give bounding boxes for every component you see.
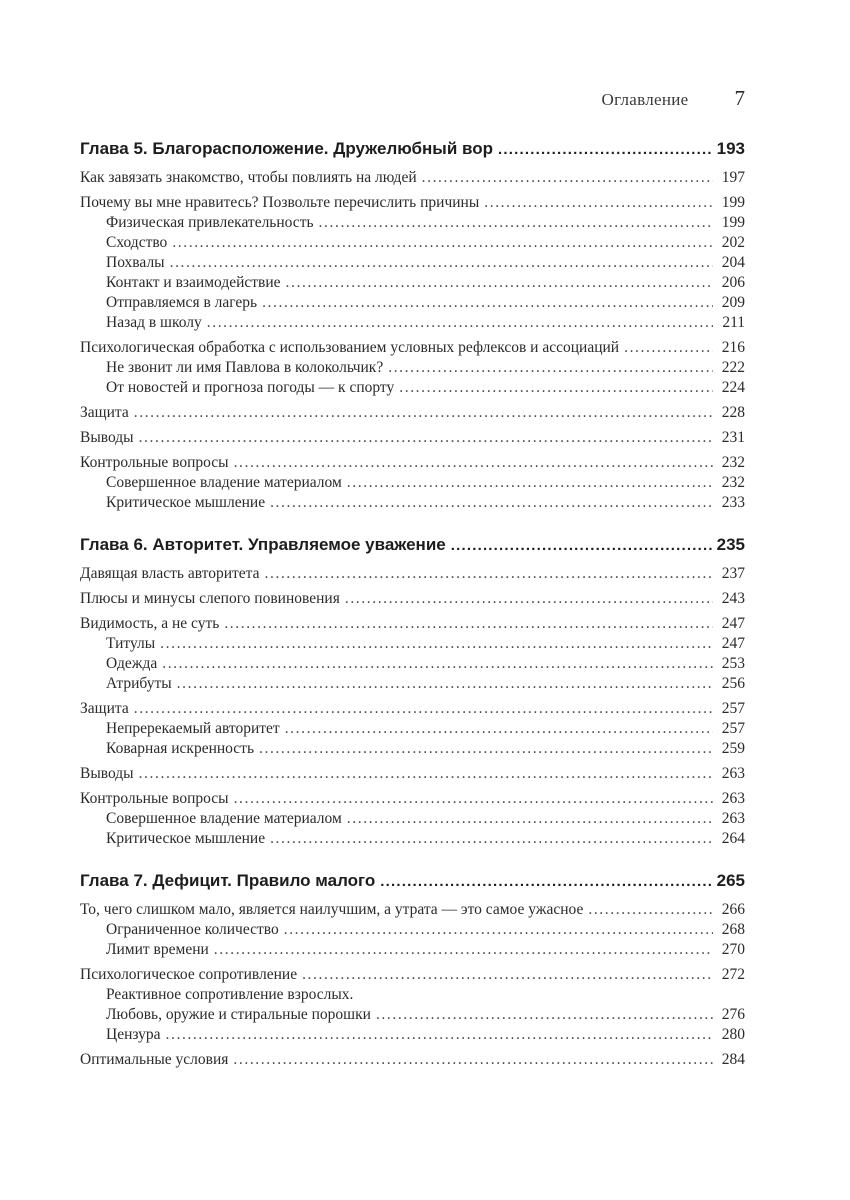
toc-entry-row	[80, 428, 745, 448]
toc-entry-row	[80, 358, 745, 378]
toc-entry-page: 263	[721, 765, 745, 782]
running-head-page-number: 7	[734, 86, 745, 110]
toc-entry-page: 216	[721, 339, 745, 356]
toc-entry-page: 259	[721, 740, 745, 757]
toc-entry	[80, 965, 745, 985]
toc-entry-label: Психологическая обработка с использованием условных рефлексов и ассоциаций	[80, 339, 620, 356]
toc-entry-row	[80, 614, 745, 634]
toc-entry-label: Видимость, а не суть	[80, 615, 220, 632]
dot-leader	[234, 789, 713, 809]
toc-entry	[80, 233, 745, 253]
toc-entry-label: Защита	[80, 700, 129, 717]
dot-leader	[139, 764, 713, 784]
toc-entry	[80, 654, 745, 674]
toc-entry-first-line: Реактивное сопротивление взрослых.	[106, 986, 354, 1003]
toc-entry-label: Критическое мышление	[106, 830, 266, 847]
toc-chapter-page: 235	[716, 535, 745, 554]
toc-entry-page: 232	[721, 454, 745, 471]
dot-leader	[285, 719, 713, 739]
dot-leader	[624, 338, 713, 358]
toc-entry-label: Контакт и взаимодействие	[106, 274, 281, 291]
toc-entry-page: 268	[721, 921, 745, 938]
dot-leader	[347, 473, 713, 493]
toc-entry-page: 276	[721, 1006, 745, 1023]
toc-entry	[80, 674, 745, 694]
running-head-title: Оглавление	[601, 90, 689, 109]
toc-entry-row	[80, 273, 745, 293]
toc-entry-label: Любовь, оружие и стиральные порошки	[106, 1006, 371, 1023]
toc-entry-row	[80, 403, 745, 423]
toc-entry-row	[80, 213, 745, 233]
toc-entry-row	[80, 809, 745, 829]
toc-entry	[80, 1025, 745, 1045]
toc-entry	[80, 213, 745, 233]
toc-entry	[80, 428, 745, 448]
dot-leader	[319, 213, 713, 233]
toc-entry-row	[80, 1050, 745, 1070]
dot-leader	[284, 920, 713, 940]
toc-section	[80, 869, 745, 1070]
toc-entry-row	[80, 654, 745, 674]
toc-entry-page: 264	[721, 830, 745, 847]
toc-entry	[80, 273, 745, 293]
toc-entry-page: 211	[722, 314, 745, 331]
dot-leader	[214, 940, 713, 960]
toc-entry-row	[80, 564, 745, 584]
dot-leader	[207, 313, 713, 333]
toc-entry-page: 233	[721, 494, 745, 511]
toc-entry-row	[80, 940, 745, 960]
toc-entry	[80, 614, 745, 634]
toc-entry-page: 228	[721, 404, 745, 421]
toc-entry-label: Плюсы и минусы слепого повиновения	[80, 590, 340, 607]
toc-entry-row	[80, 699, 745, 719]
toc-entry	[80, 920, 745, 940]
toc-entry-row	[80, 900, 745, 920]
toc-entry	[80, 634, 745, 654]
toc-entry-page: 199	[721, 194, 745, 211]
toc-chapter-row	[80, 869, 745, 894]
toc-entry-page: 280	[721, 1026, 745, 1043]
dot-leader	[177, 674, 713, 694]
dot-leader	[172, 233, 713, 253]
toc-entry-page: 284	[721, 1051, 745, 1068]
dot-leader	[484, 193, 713, 213]
dot-leader	[422, 168, 713, 188]
toc	[80, 137, 745, 1070]
toc-entry-row	[80, 1025, 745, 1045]
toc-entry-row	[80, 829, 745, 849]
toc-entry-label: Не звонит ли имя Павлова в колокольчик?	[106, 359, 384, 376]
dot-leader	[270, 829, 713, 849]
toc-entry-page: 270	[721, 941, 745, 958]
toc-entry-row	[80, 589, 745, 609]
toc-entry-label: Коварная искренность	[106, 740, 255, 757]
toc-entry-page: 263	[721, 810, 745, 827]
toc-entry-row	[80, 674, 745, 694]
toc-entry	[80, 493, 745, 513]
toc-entry-page: 247	[721, 615, 745, 632]
toc-entry-row	[80, 1005, 745, 1025]
toc-entry-label: Непререкаемый авторитет	[106, 720, 280, 737]
toc-chapter-row	[80, 137, 745, 162]
dot-leader	[265, 564, 713, 584]
toc-entry-page: 204	[721, 254, 745, 271]
toc-entry-row	[80, 634, 745, 654]
dot-leader	[224, 614, 713, 634]
toc-entry-label: Ограниченное количество	[106, 921, 279, 938]
toc-entry-page: 272	[721, 966, 745, 983]
toc-entry-page: 256	[721, 675, 745, 692]
toc-entry-page: 257	[721, 720, 745, 737]
dot-leader	[139, 428, 713, 448]
dot-leader	[262, 293, 713, 313]
dot-leader	[286, 273, 713, 293]
toc-entry	[80, 253, 745, 273]
toc-entry-label: Совершенное владение материалом	[106, 810, 342, 827]
toc-entry-page: 263	[721, 790, 745, 807]
dot-leader	[347, 809, 713, 829]
toc-entry	[80, 589, 745, 609]
toc-entry-label: Выводы	[80, 429, 134, 446]
toc-entry-label: Критическое мышление	[106, 494, 266, 511]
dot-leader	[134, 699, 713, 719]
toc-entry-label: Защита	[80, 404, 129, 421]
toc-entry-page: 206	[721, 274, 745, 291]
toc-entry	[80, 764, 745, 784]
toc-entry	[80, 719, 745, 739]
toc-entry-label: Похвалы	[106, 254, 165, 271]
toc-entry-row	[80, 168, 745, 188]
toc-entry	[80, 789, 745, 809]
toc-entry-label: Титулы	[106, 635, 156, 652]
toc-entry-row	[80, 920, 745, 940]
toc-entry	[80, 403, 745, 423]
dot-leader	[498, 137, 713, 162]
dot-leader	[588, 900, 713, 920]
dot-leader	[134, 403, 713, 423]
toc-entry-page: 199	[721, 214, 745, 231]
toc-entry-row	[80, 338, 745, 358]
toc-entry-page: 237	[721, 565, 745, 582]
toc-entry-label: Совершенное владение материалом	[106, 474, 342, 491]
toc-entry-row	[80, 313, 745, 333]
toc-entry-page: 253	[721, 655, 745, 672]
dot-leader	[270, 493, 713, 513]
toc-entry-page: 231	[721, 429, 745, 446]
toc-entry	[80, 453, 745, 473]
toc-entry-row	[80, 253, 745, 273]
toc-chapter-title: Глава 7. Дефицит. Правило малого	[80, 871, 376, 890]
toc-section	[80, 137, 745, 513]
dot-leader	[233, 1050, 713, 1070]
toc-entry	[80, 900, 745, 920]
toc-chapter-page: 193	[716, 139, 745, 158]
toc-entry-label: От новостей и прогноза погоды — к спорту	[106, 379, 395, 396]
toc-entry-label: Цензура	[106, 1026, 161, 1043]
dot-leader	[170, 253, 713, 273]
toc-entry-label: Назад в школу	[106, 314, 202, 331]
toc-entry	[80, 699, 745, 719]
dot-leader	[376, 1005, 713, 1025]
toc-entry-row	[80, 965, 745, 985]
toc-entry-row	[80, 719, 745, 739]
toc-entry-page: 202	[721, 234, 745, 251]
toc-entry	[80, 473, 745, 493]
toc-entry-label: Отправляемся в лагерь	[106, 294, 258, 311]
toc-section	[80, 533, 745, 849]
toc-entry-page: 222	[721, 359, 745, 376]
toc-entry	[80, 940, 745, 960]
toc-chapter-row	[80, 533, 745, 558]
toc-entry	[80, 313, 745, 333]
toc-entry-label: Одежда	[106, 655, 158, 672]
toc-entry-row	[80, 473, 745, 493]
toc-entry-row	[80, 378, 745, 398]
toc-entry-row	[80, 739, 745, 759]
toc-entry-label: Физическая привлекательность	[106, 214, 314, 231]
toc-entry-row	[80, 453, 745, 473]
dot-leader	[345, 589, 713, 609]
toc-entry-row	[80, 233, 745, 253]
dot-leader	[399, 378, 713, 398]
dot-leader	[234, 453, 713, 473]
toc-entry-row	[80, 293, 745, 313]
toc-entry-label: Давящая власть авторитета	[80, 565, 260, 582]
toc-entry-row	[80, 493, 745, 513]
toc-entry-page: 224	[721, 379, 745, 396]
toc-entry	[80, 739, 745, 759]
toc-entry	[80, 293, 745, 313]
toc-entry-page: 197	[721, 169, 745, 186]
toc-entry-label: Выводы	[80, 765, 134, 782]
running-head	[80, 86, 745, 111]
toc-chapter-title: Глава 6. Авторитет. Управляемое уважение	[80, 535, 446, 554]
toc-entry-label: Контрольные вопросы	[80, 454, 229, 471]
toc-entry-row	[80, 193, 745, 213]
toc-chapter-page: 265	[716, 871, 745, 890]
toc-entry-label: Оптимальные условия	[80, 1051, 229, 1068]
toc-entry	[80, 985, 745, 1025]
toc-entry-row	[80, 764, 745, 784]
toc-entry	[80, 809, 745, 829]
toc-entry-label: Психологическое сопротивление	[80, 966, 298, 983]
dot-leader	[451, 533, 713, 558]
toc-entry	[80, 168, 745, 188]
toc-entry-page: 247	[721, 635, 745, 652]
toc-entry	[80, 378, 745, 398]
dot-leader	[259, 739, 713, 759]
toc-entry	[80, 564, 745, 584]
toc-entry-label: Лимит времени	[106, 941, 209, 958]
toc-entry	[80, 829, 745, 849]
toc-entry-label: Контрольные вопросы	[80, 790, 229, 807]
toc-entry-page: 257	[721, 700, 745, 717]
toc-entry	[80, 338, 745, 358]
dot-leader	[162, 654, 713, 674]
dot-leader	[302, 965, 713, 985]
toc-entry-label: Почему вы мне нравитесь? Позвольте перечислить причины	[80, 194, 480, 211]
toc-chapter-title: Глава 5. Благорасположение. Дружелюбный вор	[80, 139, 493, 158]
toc-entry	[80, 358, 745, 378]
toc-entry-label: Атрибуты	[106, 675, 172, 692]
toc-entry-page: 232	[721, 474, 745, 491]
toc-entry-label: Как завязать знакомство, чтобы повлиять на людей	[80, 169, 417, 186]
dot-leader	[388, 358, 713, 378]
toc-entry	[80, 193, 745, 213]
dot-leader	[160, 634, 713, 654]
dot-leader	[166, 1025, 713, 1045]
toc-entry-label: Сходство	[106, 234, 168, 251]
toc-entry	[80, 1050, 745, 1070]
toc-entry-label: То, чего слишком мало, является наилучшим, а утрата — это самое ужасное	[80, 901, 584, 918]
toc-entry-page: 243	[721, 590, 745, 607]
toc-entry-row	[80, 789, 745, 809]
dot-leader	[380, 869, 712, 894]
toc-entry-page: 209	[721, 294, 745, 311]
toc-entry-page: 266	[721, 901, 745, 918]
